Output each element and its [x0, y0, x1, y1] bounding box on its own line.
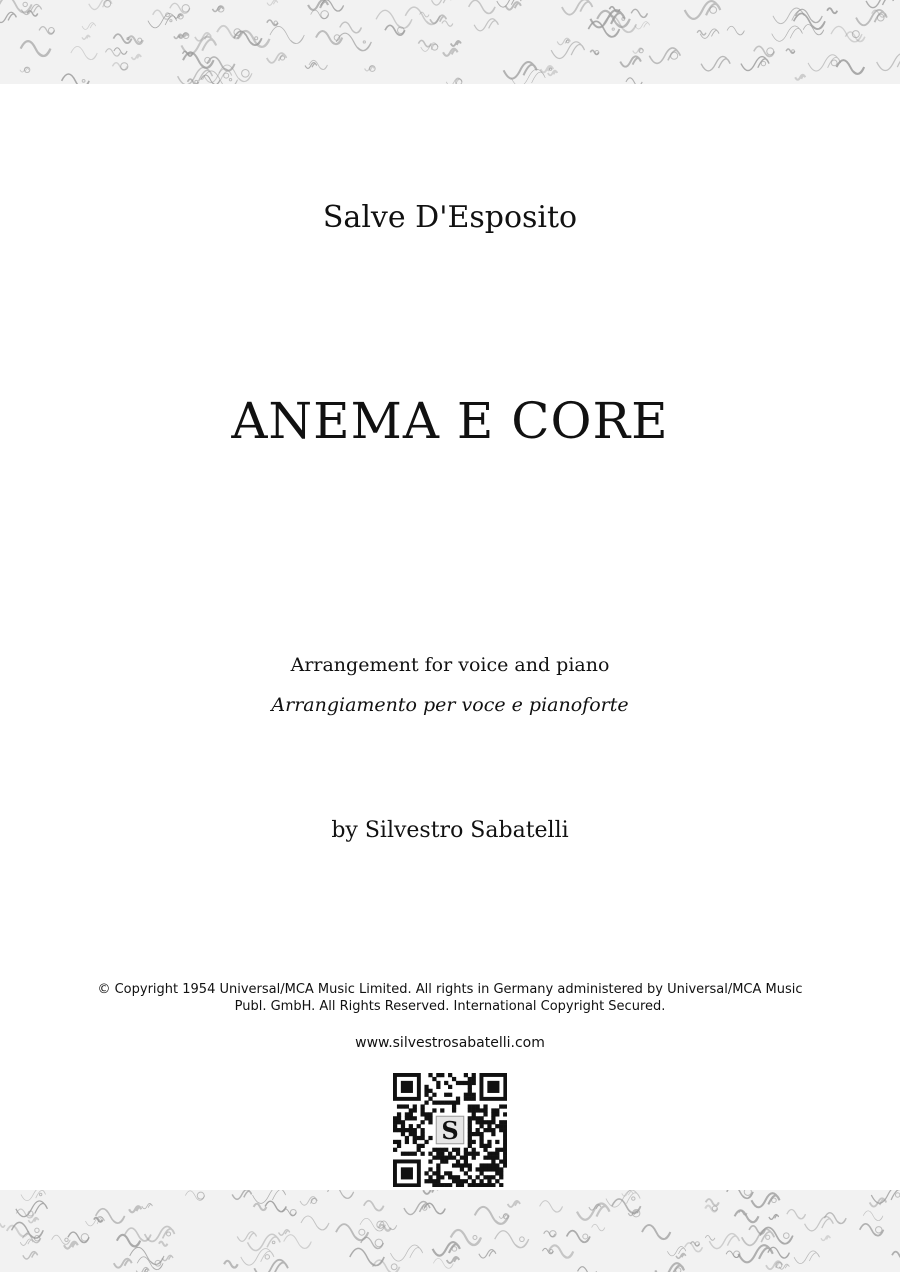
composer-name: Salve D'Esposito [322, 200, 578, 235]
copyright-line-2: Publ. GmbH. All Rights Reserved. International Copyright Secured. [234, 999, 666, 1014]
copyright-notice [80, 981, 820, 1015]
copyright-line-1: © Copyright 1954 Universal/MCA Music Limited. All rights in Germany administered by Universal/MCA Music [97, 982, 803, 997]
qr-logo-letter: S [441, 1116, 459, 1145]
qr-code-icon [393, 1073, 507, 1187]
arrangement-italian: Arrangiamento per voce e pianoforte [271, 694, 629, 716]
arranger-credit: by Silvestro Sabatelli [331, 818, 569, 843]
song-title: ANEMA E CORE [231, 392, 669, 450]
top-ornamental-border [0, 0, 900, 84]
website-url: www.silvestrosabatelli.com [355, 1035, 545, 1051]
bottom-ornamental-border [0, 1190, 900, 1272]
arrangement-english: Arrangement for voice and piano [290, 654, 610, 676]
